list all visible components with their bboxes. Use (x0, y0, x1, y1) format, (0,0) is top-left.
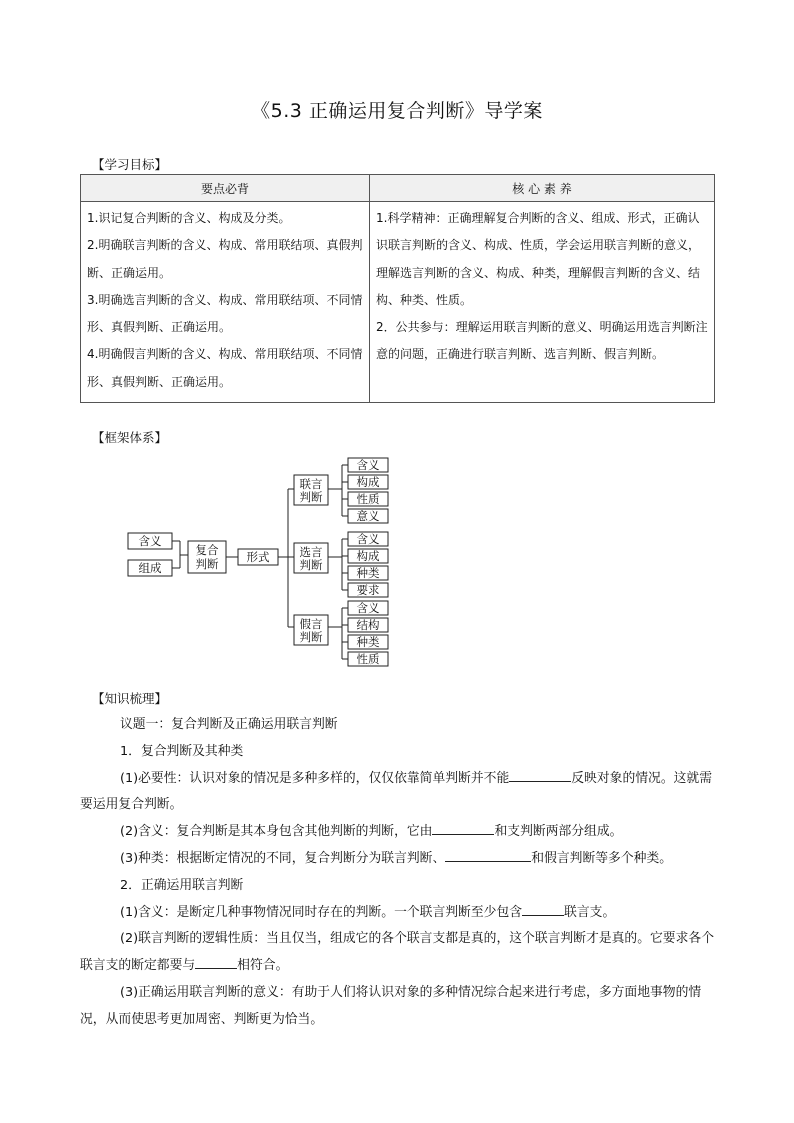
goals-col1-cell (81, 202, 370, 403)
diagram-label-meaning: 含义 (138, 534, 162, 548)
goals-col1-item: 2.明确联言判断的含义、构成、常用联结项、真假判断、正确运用。 (87, 238, 363, 280)
diagram-leaf-label: 含义 (356, 532, 380, 546)
fill-blank[interactable] (509, 767, 571, 782)
diagram-leaf-label: 含义 (356, 458, 380, 472)
diagram-leaf-label: 种类 (356, 635, 380, 649)
diagram-leaf-label: 意义 (356, 509, 380, 523)
diagram-branch-label-2: 判断 (299, 490, 323, 504)
diagram-label-compound-1: 复合 (195, 543, 219, 557)
framework-section-heading: 【框架体系】 (92, 430, 168, 445)
diagram-leaf-label: 结构 (356, 618, 380, 632)
diagram-label-compound-2: 判断 (195, 557, 219, 571)
goals-col2-header: 核 心 素 养 (370, 175, 715, 202)
page-title: 《5.3 正确运用复合判断》导学案 (251, 100, 543, 122)
subheading-2: 2．正确运用联言判断 (120, 877, 244, 893)
goals-table (80, 174, 715, 403)
diagram-leaf-label: 构成 (356, 475, 380, 489)
diagram-branch-label-2: 判断 (299, 558, 323, 572)
goals-col2-item: 1.科学精神：正确理解复合判断的含义、组成、形式，正确认识联言判断的含义、构成、性质，学会运用联言判断的意义，理解选言判断的含义、构成、种类，理解假言判断的含义、结构、种类、性质。 (376, 211, 701, 307)
diagram-leaf-label: 要求 (356, 583, 380, 597)
diagram-branch-label-1: 假言 (299, 617, 323, 631)
diagram-leaf-label: 性质 (356, 492, 380, 506)
knowledge-section-heading: 【知识梳理】 (92, 691, 168, 706)
paragraph-conjunctive-meaning: (1)含义：是断定几种事物情况同时存在的判断。一个联言判断至少包含 联言支。 (80, 900, 715, 927)
paragraph-types: (3)种类：根据断定情况的不同，复合判断分为联言判断、 和假言判断等多个种类。 (80, 846, 715, 873)
paragraph-necessity: (1)必要性：认识对象的情况是多种多样的，仅仅依靠简单判断并不能 反映对象的情况。这就需要运用复合判断。 (80, 766, 715, 820)
diagram-branch-label-1: 选言 (299, 545, 323, 559)
diagram-label-form: 形式 (246, 550, 270, 564)
fill-blank[interactable] (195, 954, 237, 969)
diagram-branch-label-1: 联言 (299, 477, 323, 491)
framework-diagram (120, 455, 410, 671)
goals-col2-item: 2．公共参与：理解运用联言判断的意义、明确运用选言判断注意的问题，正确进行联言判断、选言判断、假言判断。 (376, 320, 708, 362)
goals-section-heading: 【学习目标】 (92, 157, 168, 172)
knowledge-body (80, 712, 715, 1034)
paragraph-significance: (3)正确运用联言判断的意义：有助于人们将认识对象的多种情况综合起来进行考虑，多方面地事物的情况，从而使思考更加周密、判断更为恰当。 (80, 984, 702, 1027)
fill-blank[interactable] (522, 901, 564, 916)
goals-col2-cell (370, 202, 715, 403)
goals-col1-item: 3.明确选言判断的含义、构成、常用联结项、不同情形、真假判断、正确运用。 (87, 292, 363, 335)
diagram-leaf-label: 含义 (356, 601, 380, 615)
goals-col1-item: 4.明确假言判断的含义、构成、常用联结项、不同情形、真假判断、正确运用。 (87, 347, 363, 389)
fill-blank[interactable] (432, 820, 494, 835)
diagram-leaf-label: 性质 (356, 652, 380, 666)
fill-blank[interactable] (445, 847, 531, 862)
paragraph-meaning: (2)含义：复合判断是其本身包含其他判断的判断，它由 和支判断两部分组成。 (80, 819, 715, 846)
goals-col1-item: 1.识记复合判断的含义、构成及分类。 (87, 211, 291, 225)
subheading-1: 1．复合判断及其种类 (120, 743, 244, 759)
diagram-leaf-label: 种类 (356, 566, 380, 580)
goals-col1-header: 要点必背 (81, 175, 370, 202)
topic-heading: 议题一：复合判断及正确运用联言判断 (120, 717, 338, 732)
diagram-label-composition: 组成 (138, 561, 162, 575)
paragraph-logical-nature: (2)联言判断的逻辑性质：当且仅当，组成它的各个联言支都是真的，这个联言判断才是真的。它要求各个联言支的断定都要与 相符合。 (80, 931, 714, 974)
diagram-leaf-label: 构成 (356, 549, 380, 563)
diagram-branch-label-2: 判断 (299, 630, 323, 644)
